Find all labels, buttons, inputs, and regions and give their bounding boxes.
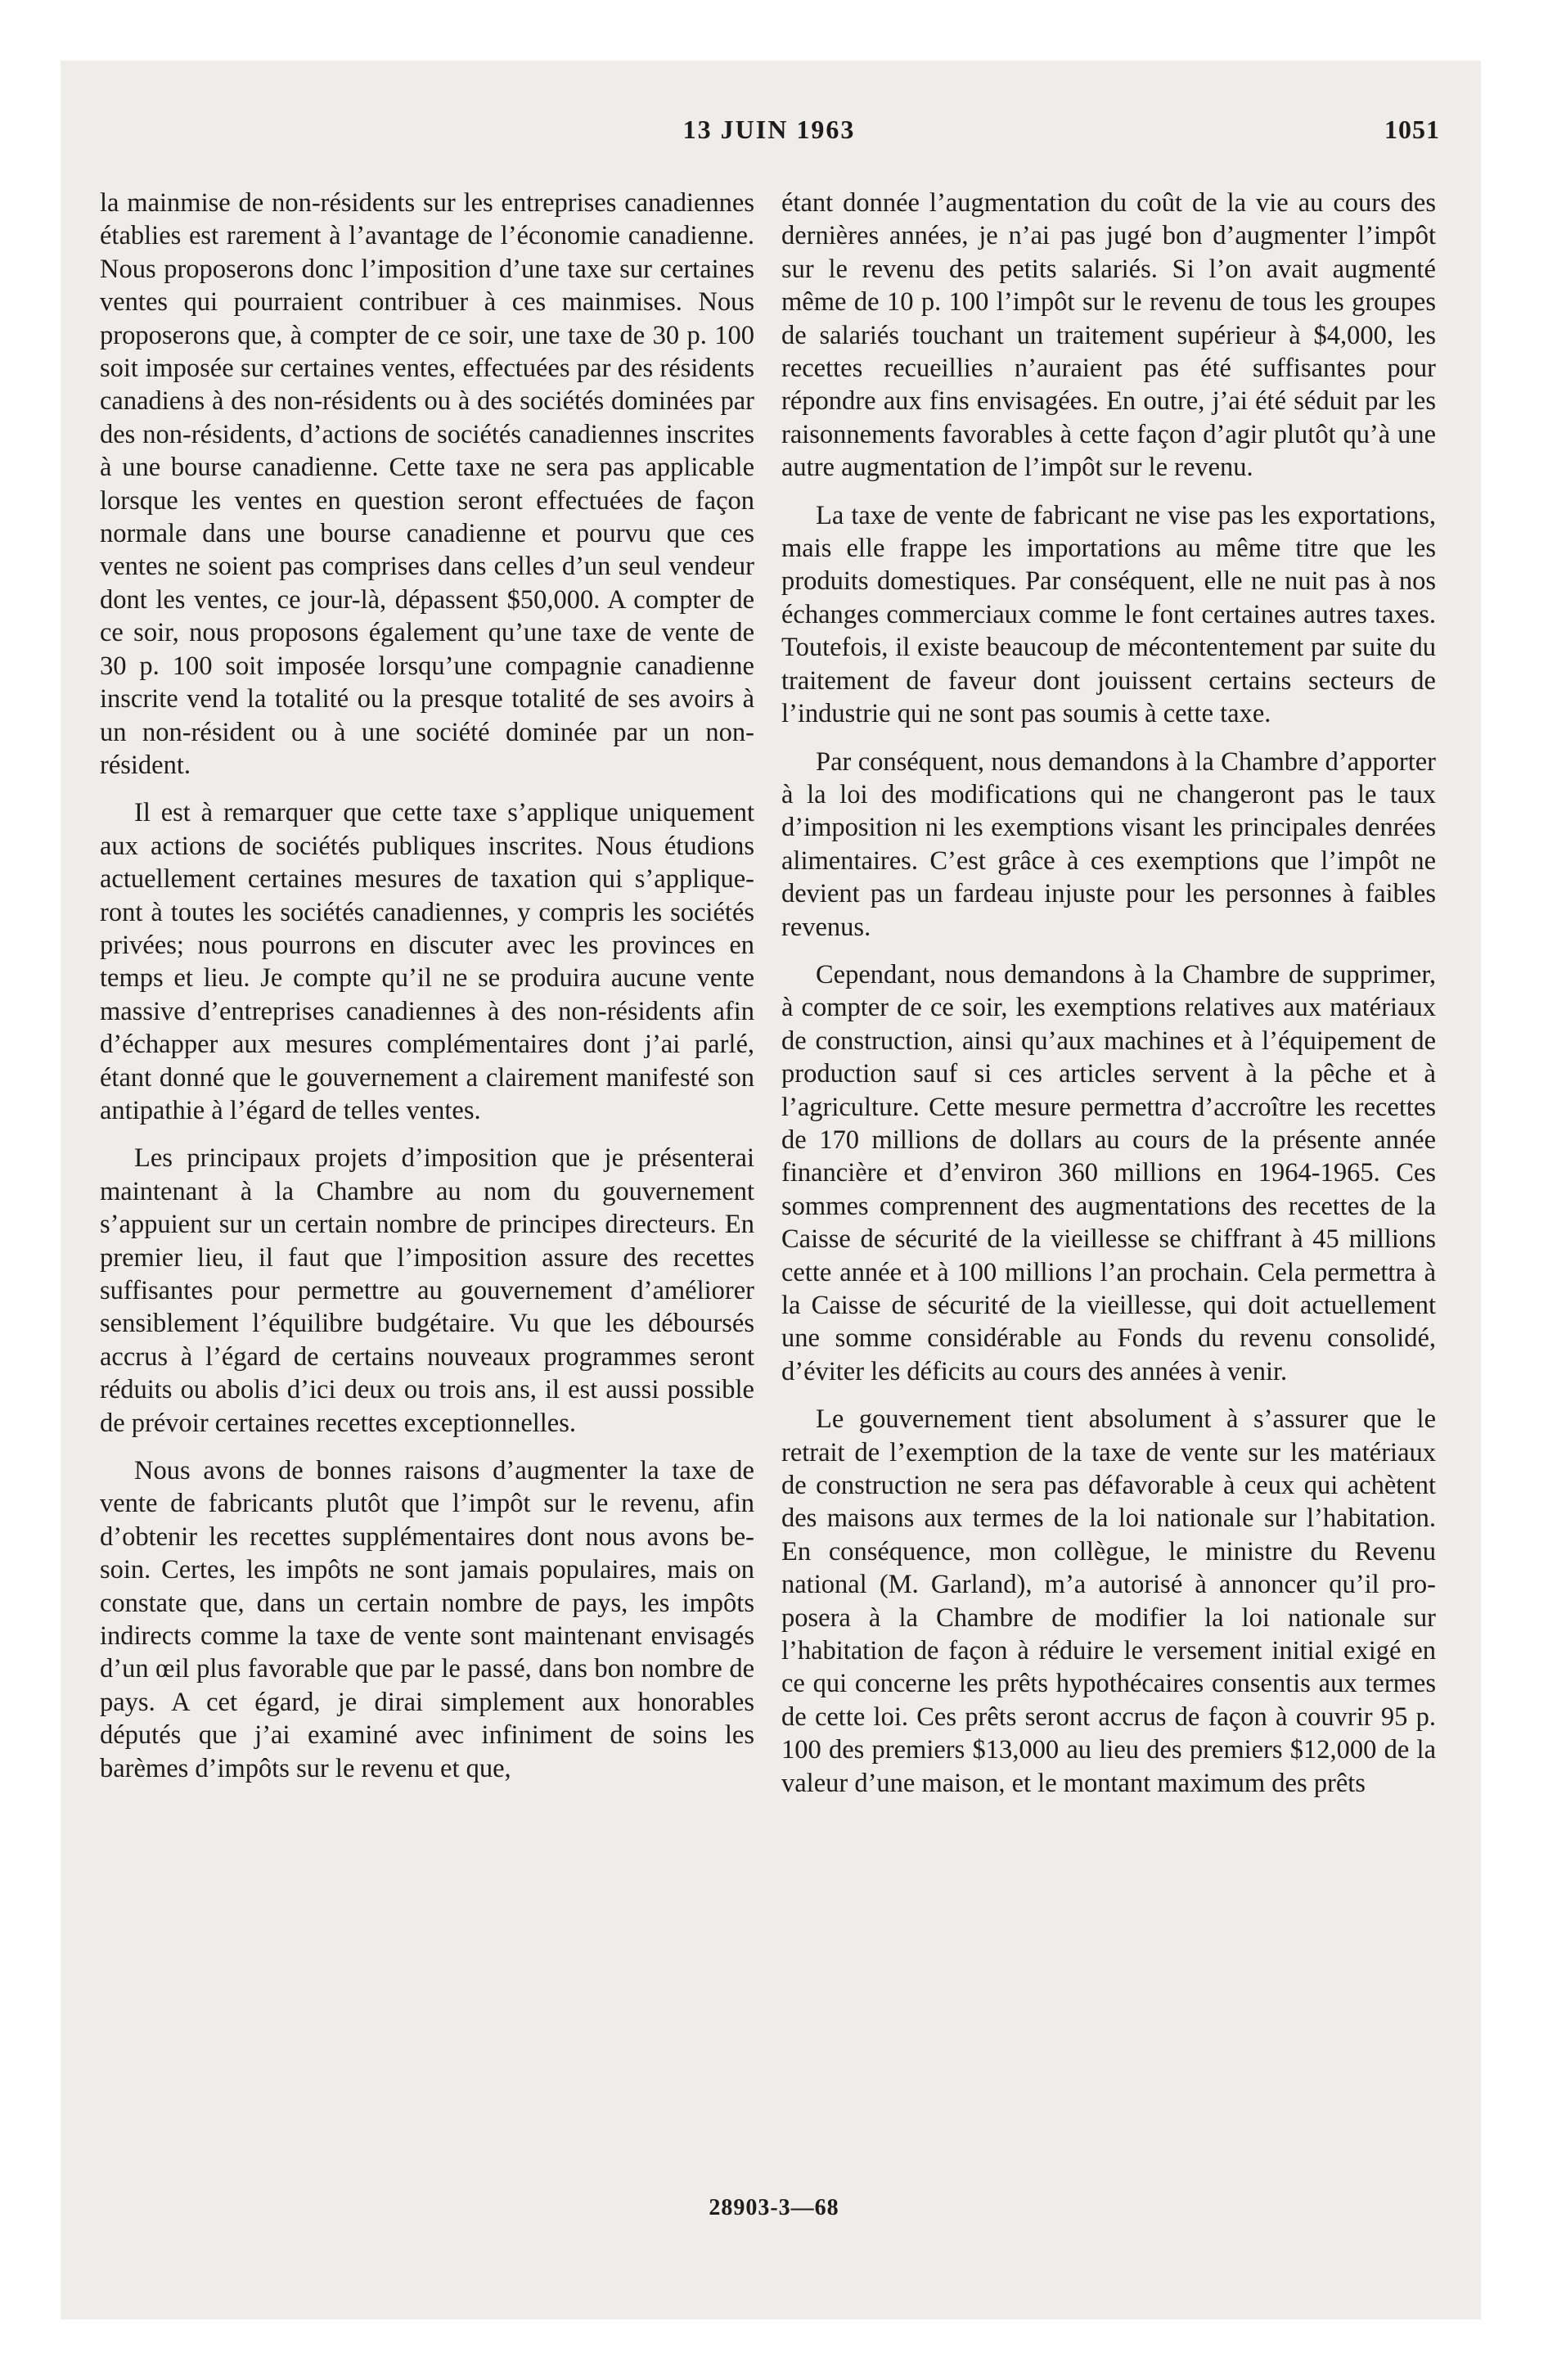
right-column xyxy=(781,187,1436,1814)
paragraph: Cependant, nous demandons à la Chambre de supprimer, à compter de ce soir, les exemptions relatives aux matériaux de construction, ainsi qu’aux machines et à l’équipement de production sauf si ces articles servent à la pêche et à l’agriculture. Cette mesure permettra d’accroître les recettes de 170 millions de dollars au cours de la présente année financière et d’environ 360 millions en 1964-1965. Ces sommes comprennent des augmentations des recettes de la Caisse de sécurité de la vieillesse se chiffrant à 45 millions cette année et à 100 millions l’an prochain. Cela permettra à la Caisse de sécurité de la vieillesse, qui doit actuellement une somme considérable au Fonds du revenu consolidé, d’éviter les déficits au cours des années à venir. xyxy=(781,959,1436,1386)
paragraph: la mainmise de non-résidents sur les entreprises canadiennes établies est rarement à l’avantage de l’économie canadienne. Nous proposerons donc l’imposition d’une taxe sur certaines ventes qui pourraient contribuer à ces mainmises. Nous proposerons que, à compter de ce soir, une taxe de 30 p. 100 soit imposée sur certaines ventes, effectuées par des résidents canadiens à des non-résidents ou à des sociétés dominées par des non-résidents, d’actions de sociétés canadiennes inscrites à une bourse canadienne. Cette taxe ne sera pas applicable lorsque les ventes en question seront effectuées de façon normale dans une bourse canadienne et pourvu que ces ventes ne soient pas comprises dans celles d’un seul vendeur dont les ventes, ce jour-là, dépassent $50,000. A compter de ce soir, nous proposons également qu’une taxe de vente de 30 p. 100 soit imposée lorsqu’une compagnie canadienne inscrite vend la totalité ou la presque totalité de ses avoirs à un non-résident ou à une société dominée par un non-résident. xyxy=(100,188,754,780)
paragraph: La taxe de vente de fabricant ne vise pas les exportations, mais elle frappe les importations au même titre que les produits domestiques. Par conséquent, elle ne nuit pas à nos échanges commerciaux comme le font certaines autres taxes. Toutefois, il existe beaucoup de mécontentement par suite du traitement de faveur dont jouissent certains secteurs de l’industrie qui ne sont pas soumis à cette taxe. xyxy=(781,500,1436,729)
left-column xyxy=(100,187,754,1800)
page-number: 1051 xyxy=(1384,115,1440,144)
paragraph: Les principaux projets d’imposition que je présenterai maintenant à la Chambre au nom du gouvernement s’appuient sur un certain nombre de principes directeurs. En premier lieu, il faut que l’imposition assure des recettes suffisantes pour permettre au gouvernement d’améliorer sensiblement l’équilibre budgétaire. Vu que les déboursés accrus à l’égard de certains nouveaux programmes seront réduits ou abolis d’ici deux ou trois ans, il est aussi possible de prévoir certaines recettes exceptionnelles. xyxy=(100,1143,754,1438)
paragraph: Par conséquent, nous demandons à la Chambre d’apporter à la loi des modifications qui ne changeront pas le taux d’imposition ni les exemptions visant les principales denrées alimentaires. C’est grâce à ces exemptions que l’impôt ne devient pas un fardeau injuste pour les personnes à faibles revenus. xyxy=(781,746,1436,942)
paragraph: Il est à remarquer que cette taxe s’applique uniquement aux actions de sociétés publiques inscrites. Nous étudions actuellement certaines mesures de taxation qui s’appliqueront à toutes les sociétés canadiennes, y compris les sociétés privées; nous pourrons en discuter avec les provinces en temps et lieu. Je compte qu’il ne se produira aucune vente massive d’entreprises canadiennes à des non-résidents afin d’échapper aux mesures complémentaires dont j’ai parlé, étant donné que le gouvernement a clairement manifesté son antipathie à l’égard de telles ventes. xyxy=(100,798,754,1125)
paragraph: Le gouvernement tient absolument à s’assurer que le retrait de l’exemption de la taxe de vente sur les matériaux de construction ne sera pas défavorable à ceux qui achètent des maisons aux termes de la loi nationale sur l’habitation. En conséquence, mon collègue, le ministre du Revenu national (M. Garland), m’a autorisé à annoncer qu’il proposera à la Chambre de modifier la loi nationale sur l’habitation de façon à réduire le versement initial exigé en ce qui concerne les prêts hypothécaires consentis aux termes de cette loi. Ces prêts seront accrus de façon à couvrir 95 p. 100 des premiers $13,000 au lieu des premiers $12,000 de la valeur d’une maison, et le montant maximum des prêts xyxy=(781,1404,1436,1798)
page-header xyxy=(98,115,1440,156)
header-date: 13 JUIN 1963 xyxy=(682,115,856,144)
paragraph: étant donnée l’augmentation du coût de la vie au cours des dernières années, je n’ai pas jugé bon d’augmenter l’impôt sur le revenu des petits salariés. Si l’on avait augmenté même de 10 p. 100 l’impôt sur le revenu de tous les groupes de salariés touchant un traitement supérieur à $4,000, les recettes recueillies n’auraient pas été suffisantes pour répondre aux fins envisagées. En outre, j’ai été séduit par les raisonnements favorables à cette façon d’agir plutôt qu’à une autre augmentation de l’impôt sur le revenu. xyxy=(781,188,1436,483)
printer-signature: 28903-3—68 xyxy=(709,2195,839,2220)
paragraph: Nous avons de bonnes raisons d’augmenter la taxe de vente de fabricants plutôt que l’impôt sur le revenu, afin d’obtenir les recettes supplémentaires dont nous avons besoin. Certes, les impôts ne sont jamais populaires, mais on constate que, dans un certain nombre de pays, les impôts indirects comme la taxe de vente sont maintenant envisagés d’un œil plus favorable que par le passé, dans bon nombre de pays. A cet égard, je dirai simplement aux honorables députés que j’ai examiné avec infiniment de soins les barèmes d’impôts sur le revenu et que, xyxy=(100,1456,754,1783)
